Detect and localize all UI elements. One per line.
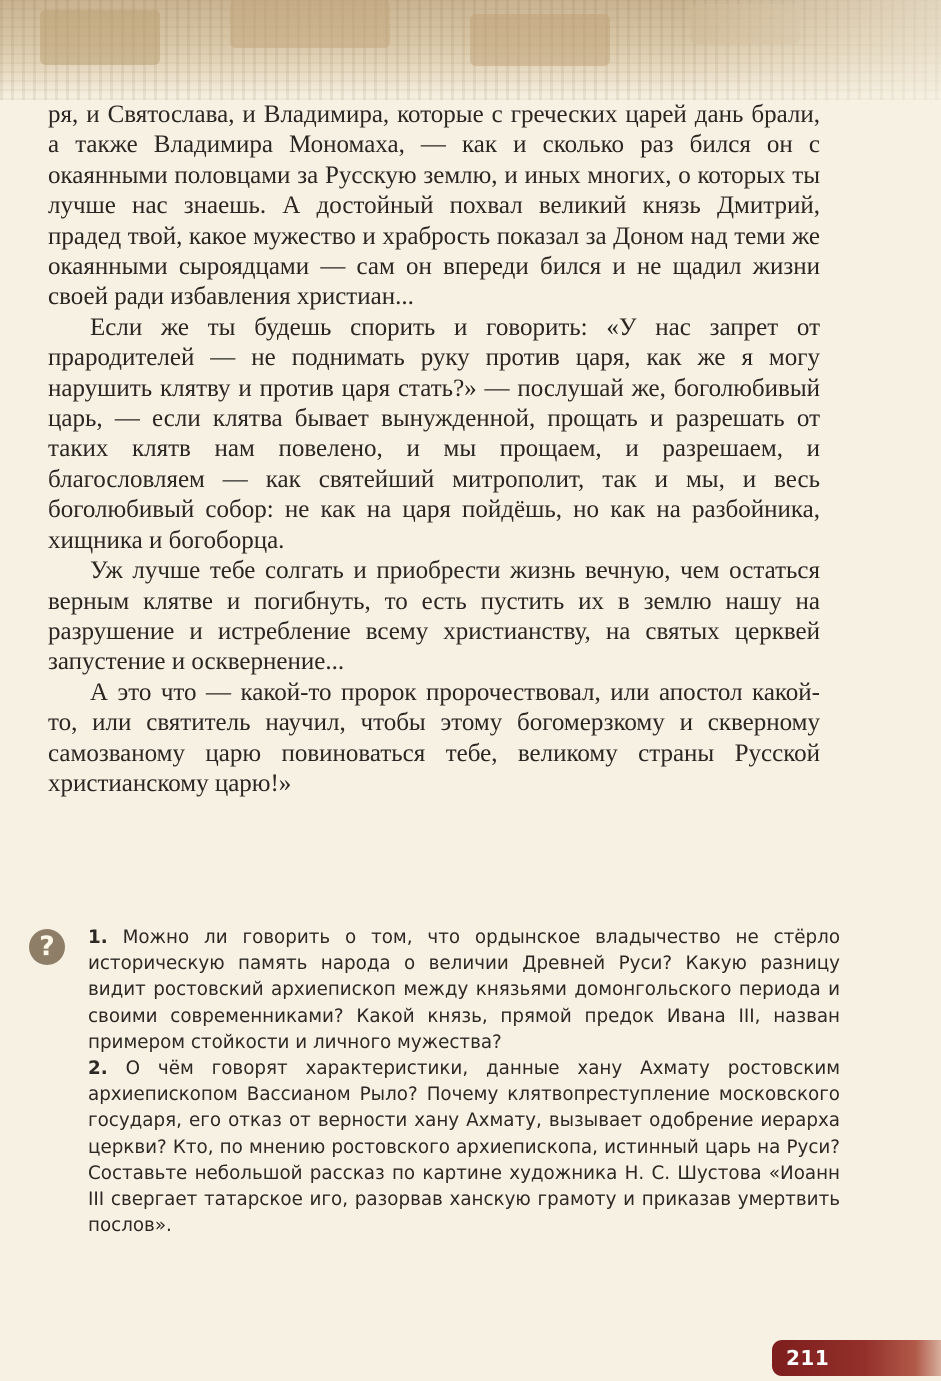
header-fade <box>681 0 941 100</box>
paragraph: Уж лучше тебе солгать и приобрести жизнь вечную, чем остаться верным клятве и погибнуть, то есть пустить их в землю нашу на разрушение и истребление всему христианству, на святых церквей запустение и осквернение... <box>48 557 820 676</box>
question-item <box>88 925 840 1056</box>
question-number: 2. <box>88 1058 108 1080</box>
header-ornament <box>230 0 390 48</box>
question-item <box>88 1056 840 1239</box>
page-number: 211 <box>786 1346 830 1370</box>
question-text: О чём говорят характеристики, данные хану Ахмату ростовским архиепископом Вассианом Рыло? Почему клятвопреступление московского государя, его отказ от верности хану Ахмату, вызывает одобрение иерарха церкви? Кто, по мнению ростовского архиепископа, истинный царь на Руси? Составьте небольшой рассказ по картине художника Н. С. Шустова «Иоанн III свергает татарское иго, разорвав ханскую грамоту и приказав умертвить послов». <box>88 1058 840 1237</box>
questions-list <box>88 925 840 1239</box>
question-mark-circle-icon: ? <box>29 929 65 965</box>
paragraph: ря, и Святослава, и Владимира, которые с греческих царей дань брали, а также Владимира Мономаха, — как и сколько раз бился он с окаянными половцами за Русскую землю, и иных многих, о которых ты лучше нас знаешь. А достойный похвал великий князь Дмитрий, прадед твой, какое мужество и храбрость показал за Доном над теми же окаянными сыроядцами — сам он впереди бился и не щадил жизни своей ради избавления христиан... <box>48 101 820 311</box>
document-body-text <box>48 100 820 799</box>
header-ornament <box>40 10 160 65</box>
paragraph: Если же ты будешь спорить и говорить: «У нас запрет от прародителей — не поднимать руку против царя, как же я могу нарушить клятву и против царя стать?» — послушай же, боголюбивый царь, — если клятва бывает вынужденной, прощать и разрешать от таких клятв нам повелено, и мы прощаем, и разрешаем, и благословляем — как святейший митрополит, так и мы, и весь боголюбивый собор: не как на царя пойдёшь, но как на разбойника, хищника и богоборца. <box>48 313 820 554</box>
header-ornament <box>470 14 610 66</box>
page-number-tab <box>772 1340 941 1376</box>
question-number: 1. <box>88 927 108 948</box>
question-text: Можно ли говорить о том, что ордынское владычество не стёрло историческую память народа о величии Древней Руси? Какую разницу видит ростовский архиепископ между князьями домонгольского периода и своими современниками? Какой князь, прямой предок Ивана III, назван примером стойкости и личного мужества? <box>88 927 840 1053</box>
decorative-header-band <box>0 0 941 100</box>
paragraph: А это что — какой-то пророк пророчествовал, или апостол какой-то, или святитель научил, чтобы этому богомерзкому и скверному самозваному царю повиноваться тебе, великому страны Русской христианскому царю!» <box>48 678 820 797</box>
